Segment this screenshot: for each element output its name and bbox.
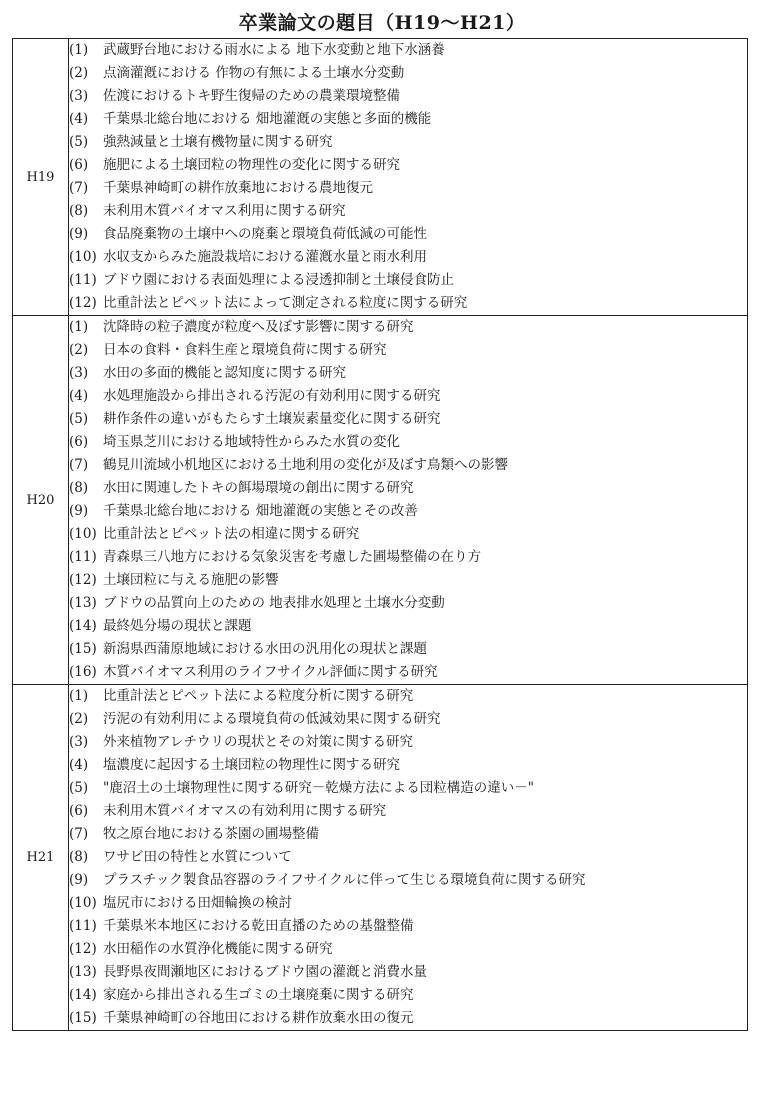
thesis-number: (8) — [69, 203, 89, 219]
thesis-title: 木質バイオマス利用のライフサイクル評価に関する研究 — [103, 664, 438, 680]
thesis-number: (5) — [69, 411, 89, 427]
thesis-number: (12) — [69, 572, 97, 588]
thesis-item — [69, 200, 747, 223]
thesis-list — [69, 685, 748, 1031]
thesis-item — [69, 961, 747, 984]
thesis-number: (4) — [69, 388, 89, 404]
year-label: H20 — [13, 316, 69, 685]
thesis-title: 家庭から排出される生ゴミの土壌廃棄に関する研究 — [103, 987, 414, 1003]
thesis-item — [69, 454, 747, 477]
thesis-item — [69, 615, 747, 638]
thesis-number: (4) — [69, 111, 89, 127]
page-title: 卒業論文の題目（H19〜H21） — [238, 12, 526, 34]
thesis-number: (9) — [69, 226, 89, 242]
thesis-number: (2) — [69, 711, 89, 727]
thesis-item — [69, 731, 747, 754]
thesis-item — [69, 316, 747, 339]
thesis-title: 食品廃棄物の土壌中への廃棄と環境負荷低減の可能性 — [103, 226, 427, 242]
thesis-table — [12, 38, 748, 1031]
thesis-number: (8) — [69, 849, 89, 865]
thesis-title: 未利用木質バイオマスの有効利用に関する研究 — [103, 803, 387, 819]
thesis-title: 埼玉県芝川における地域特性からみた水質の変化 — [103, 434, 400, 450]
thesis-title: ブドウの品質向上のための 地表排水処理と土壌水分変動 — [103, 595, 445, 611]
thesis-item — [69, 1007, 747, 1030]
thesis-item — [69, 292, 747, 315]
thesis-item — [69, 500, 747, 523]
thesis-number: (10) — [69, 249, 97, 265]
thesis-title: 塩濃度に起因する土壌団粒の物理性に関する研究 — [103, 757, 400, 773]
thesis-number: (7) — [69, 180, 89, 196]
thesis-number: (8) — [69, 480, 89, 496]
thesis-title: 比重計法とピペット法による粒度分析に関する研究 — [103, 688, 414, 704]
thesis-item — [69, 246, 747, 269]
thesis-title: プラスチック製食品容器のライフサイクルに伴って生じる環境負荷に関する研究 — [103, 872, 586, 888]
thesis-title: 点滴灌漑における 作物の有無による土壌水分変動 — [103, 65, 405, 81]
thesis-title: 鶴見川流域小机地区における土地利用の変化が及ぼす鳥類への影響 — [103, 457, 508, 473]
thesis-table-body — [13, 39, 748, 1031]
thesis-title: 千葉県米本地区における乾田直播のための基盤整備 — [103, 918, 414, 934]
thesis-item — [69, 984, 747, 1007]
thesis-list — [69, 316, 748, 685]
thesis-title: 水田の多面的機能と認知度に関する研究 — [103, 365, 346, 381]
thesis-number: (2) — [69, 342, 89, 358]
thesis-item — [69, 592, 747, 615]
thesis-number: (3) — [69, 365, 89, 381]
thesis-item — [69, 800, 747, 823]
thesis-title: "鹿沼土の土壌物理性に関する研究－乾燥方法による団粒構造の違い－" — [103, 780, 534, 796]
thesis-number: (14) — [69, 618, 97, 634]
thesis-title: 青森県三八地方における気象災害を考慮した圃場整備の在り方 — [103, 549, 481, 565]
thesis-item — [69, 108, 747, 131]
thesis-title: 長野県夜間瀬地区におけるブドウ園の灌漑と消費水量 — [103, 964, 427, 980]
thesis-title: 塩尻市における田畑輪換の検討 — [103, 895, 292, 911]
thesis-item — [69, 223, 747, 246]
thesis-number: (7) — [69, 457, 89, 473]
thesis-title: 千葉県北総台地における 畑地灌漑の実態とその改善 — [103, 503, 418, 519]
year-label: H19 — [13, 39, 69, 316]
thesis-number: (5) — [69, 780, 89, 796]
thesis-item — [69, 823, 747, 846]
thesis-title: 千葉県神崎町の谷地田における耕作放棄水田の復元 — [103, 1010, 414, 1026]
thesis-item — [69, 846, 747, 869]
thesis-number: (2) — [69, 65, 89, 81]
thesis-item — [69, 62, 747, 85]
thesis-number: (1) — [69, 42, 89, 58]
thesis-number: (11) — [69, 549, 97, 565]
thesis-title: 最終処分場の現状と課題 — [103, 618, 252, 634]
thesis-item — [69, 754, 747, 777]
thesis-item — [69, 869, 747, 892]
thesis-title: 未利用木質バイオマス利用に関する研究 — [103, 203, 346, 219]
thesis-number: (7) — [69, 826, 89, 842]
thesis-title: 耕作条件の違いがもたらす土壌炭素量変化に関する研究 — [103, 411, 441, 427]
thesis-item — [69, 269, 747, 292]
thesis-item — [69, 569, 747, 592]
thesis-title: 武蔵野台地における雨水による 地下水変動と地下水涵養 — [103, 42, 445, 58]
thesis-title: 水収支からみた施設栽培における灌漑水量と雨水利用 — [103, 249, 427, 265]
thesis-number: (1) — [69, 688, 89, 704]
thesis-item — [69, 131, 747, 154]
thesis-title: 水処理施設から排出される汚泥の有効利用に関する研究 — [103, 388, 441, 404]
thesis-item — [69, 477, 747, 500]
thesis-title: 千葉県神崎町の耕作放棄地における農地復元 — [103, 180, 373, 196]
thesis-title: 外来植物アレチウリの現状とその対策に関する研究 — [103, 734, 413, 750]
thesis-item — [69, 661, 747, 684]
thesis-number: (13) — [69, 964, 97, 980]
thesis-title: 水田稲作の水質浄化機能に関する研究 — [103, 941, 333, 957]
thesis-number: (3) — [69, 734, 89, 750]
thesis-title: 新潟県西蒲原地域における水田の汎用化の現状と課題 — [103, 641, 427, 657]
thesis-title: 水田に関連したトキの餌場環境の創出に関する研究 — [103, 480, 414, 496]
year-group-row — [13, 685, 748, 1031]
thesis-item — [69, 362, 747, 385]
thesis-title: 施肥による土壌団粒の物理性の変化に関する研究 — [103, 157, 400, 173]
thesis-item — [69, 685, 747, 708]
thesis-title: 牧之原台地における茶園の圃場整備 — [103, 826, 319, 842]
thesis-number: (6) — [69, 434, 89, 450]
thesis-item — [69, 777, 747, 800]
thesis-item — [69, 431, 747, 454]
thesis-item — [69, 385, 747, 408]
thesis-number: (4) — [69, 757, 89, 773]
thesis-number: (9) — [69, 872, 89, 888]
thesis-title: 千葉県北総台地における 畑地灌漑の実態と多面的機能 — [103, 111, 432, 127]
thesis-item — [69, 85, 747, 108]
thesis-item — [69, 708, 747, 731]
thesis-number: (12) — [69, 941, 97, 957]
thesis-item — [69, 523, 747, 546]
thesis-number: (3) — [69, 88, 89, 104]
thesis-number: (6) — [69, 157, 89, 173]
thesis-title: 沈降時の粒子濃度が粒度へ及ぼす影響に関する研究 — [103, 319, 414, 335]
thesis-number: (5) — [69, 134, 89, 150]
thesis-item — [69, 177, 747, 200]
year-group-row — [13, 316, 748, 685]
thesis-item — [69, 339, 747, 362]
thesis-item — [69, 892, 747, 915]
thesis-title: 汚泥の有効利用による環境負荷の低減効果に関する研究 — [103, 711, 441, 727]
thesis-item — [69, 915, 747, 938]
thesis-number: (1) — [69, 319, 89, 335]
thesis-number: (14) — [69, 987, 97, 1003]
thesis-number: (13) — [69, 595, 97, 611]
thesis-title: 比重計法とピペット法の相違に関する研究 — [103, 526, 360, 542]
thesis-item — [69, 39, 747, 62]
thesis-title: 日本の食料・食料生産と環境負荷に関する研究 — [103, 342, 387, 358]
thesis-number: (11) — [69, 272, 97, 288]
thesis-number: (11) — [69, 918, 97, 934]
thesis-title: ワサビ田の特性と水質について — [103, 849, 292, 865]
thesis-title: ブドウ園における表面処理による浸透抑制と土壌侵食防止 — [103, 272, 454, 288]
thesis-title: 佐渡におけるトキ野生復帰のための農業環境整備 — [103, 88, 400, 104]
thesis-title: 土壌団粒に与える施肥の影響 — [103, 572, 279, 588]
thesis-title: 比重計法とピペット法によって測定される粒度に関する研究 — [103, 295, 468, 311]
thesis-number: (15) — [69, 641, 97, 657]
thesis-number: (10) — [69, 895, 97, 911]
thesis-item — [69, 408, 747, 431]
thesis-number: (12) — [69, 295, 97, 311]
thesis-item — [69, 154, 747, 177]
thesis-number: (16) — [69, 664, 97, 680]
thesis-item — [69, 546, 747, 569]
thesis-number: (15) — [69, 1010, 97, 1026]
thesis-item — [69, 638, 747, 661]
thesis-number: (10) — [69, 526, 97, 542]
year-group-row — [13, 39, 748, 316]
thesis-list — [69, 39, 748, 316]
thesis-number: (6) — [69, 803, 89, 819]
thesis-item — [69, 938, 747, 961]
thesis-number: (9) — [69, 503, 89, 519]
year-label: H21 — [13, 685, 69, 1031]
thesis-title: 強熱減量と土壌有機物量に関する研究 — [103, 134, 333, 150]
